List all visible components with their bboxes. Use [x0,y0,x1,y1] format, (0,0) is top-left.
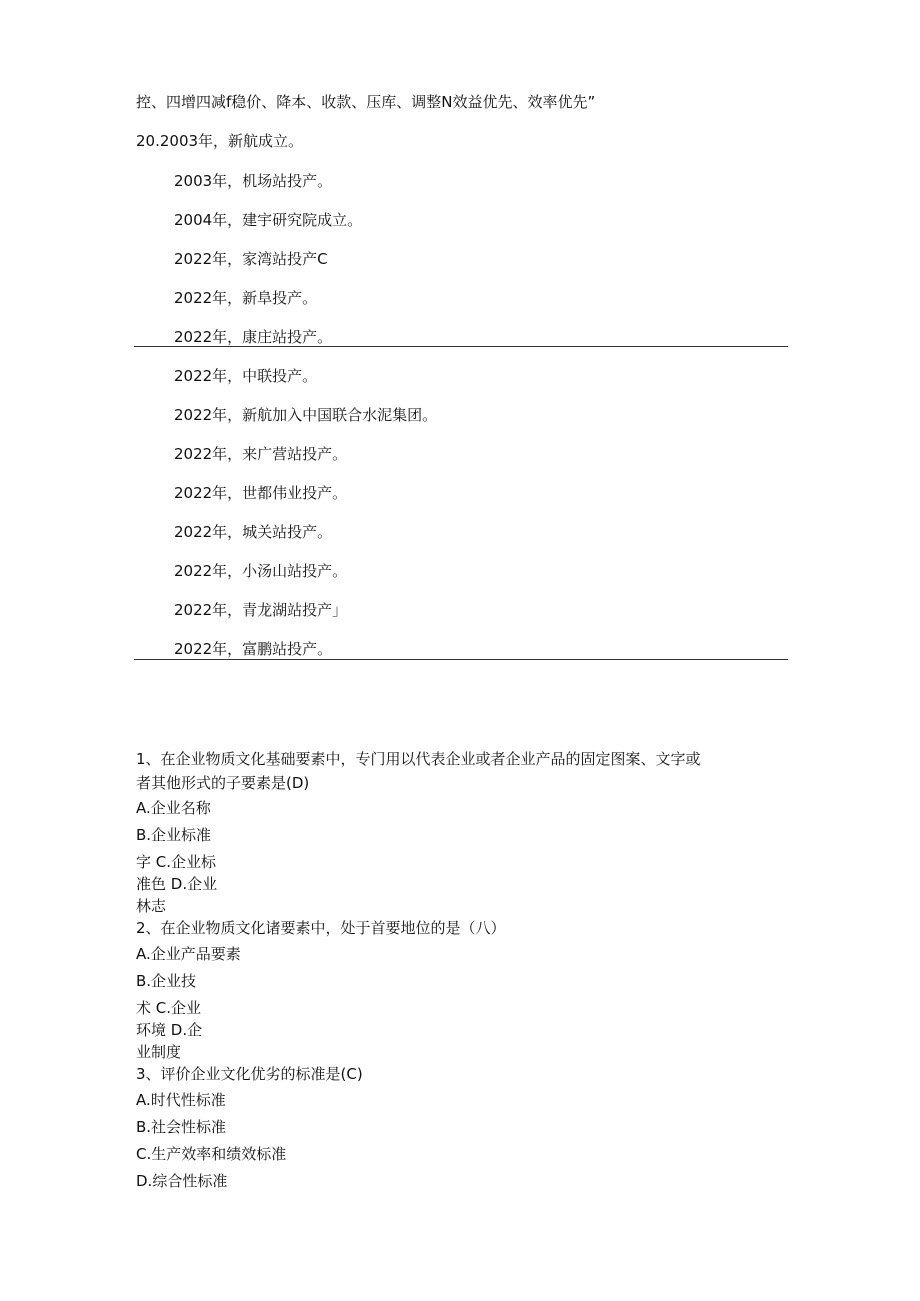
timeline-entry: 2004年，建宇研究院成立。 [174,211,363,229]
question-2-option-d-cont: 业制度 [136,1043,182,1061]
question-1-text: 1、在企业物质文化基础要素中，专门用以代表企业或者企业产品的固定图案、文字或 [136,750,701,768]
question-3-text: 3、评价企业文化优劣的标准是(C) [136,1065,363,1083]
timeline-entry: 2022年，来广营站投产。 [174,445,348,463]
question-1-option-d-cont: 林志 [136,897,167,915]
question-3-option-b: B.社会性标准 [136,1118,227,1136]
question-1-text-cont: 者其他形式的子要素是(D) [136,774,310,792]
timeline-entry: 2022年，小汤山站投产。 [174,562,348,580]
timeline-entry: 2022年，中联投产。 [174,367,318,385]
timeline-entry: 2022年，青龙湖站投产」 [174,601,348,619]
question-2-option-d: 环境 D.企 [136,1021,203,1039]
question-2-option-a: A.企业产品要素 [136,945,241,963]
timeline-item-20: 20.2003年，新航成立。 [136,132,304,150]
question-1-option-c: 字 C.企业标 [136,853,217,871]
question-1-option-a: A.企业名称 [136,799,211,817]
timeline-entry: 2022年，城关站投产。 [174,523,333,541]
horizontal-rule [134,346,788,347]
horizontal-rule [134,659,788,660]
question-2-option-b: B.企业技 [136,972,197,990]
timeline-entry: 2022年，家湾站投产C [174,250,328,268]
question-2-option-c: 术 C.企业 [136,999,202,1017]
question-3-option-d: D.综合性标准 [136,1172,228,1190]
timeline-entry: 2003年，机场站投产。 [174,172,333,190]
question-2-text: 2、在企业物质文化诸要素中，处于首要地位的是（八） [136,919,506,937]
question-1-option-d: 准色 D.企业 [136,875,218,893]
timeline-entry: 2022年，新阜投产。 [174,289,318,307]
timeline-entry: 2022年，康庄站投产。 [174,328,333,346]
question-3-option-c: C.生产效率和绩效标准 [136,1145,287,1163]
timeline-entry: 2022年，新航加入中国联合水泥集团。 [174,406,438,424]
timeline-entry: 2022年，世都伟业投产。 [174,484,348,502]
question-3-option-a: A.时代性标准 [136,1091,226,1109]
timeline-header: 控、四增四减f稳价、降本、收款、压库、调整N效益优先、效率优先” [136,93,596,111]
question-1-option-b: B.企业标准 [136,826,212,844]
timeline-entry: 2022年，富鹏站投产。 [174,640,333,658]
